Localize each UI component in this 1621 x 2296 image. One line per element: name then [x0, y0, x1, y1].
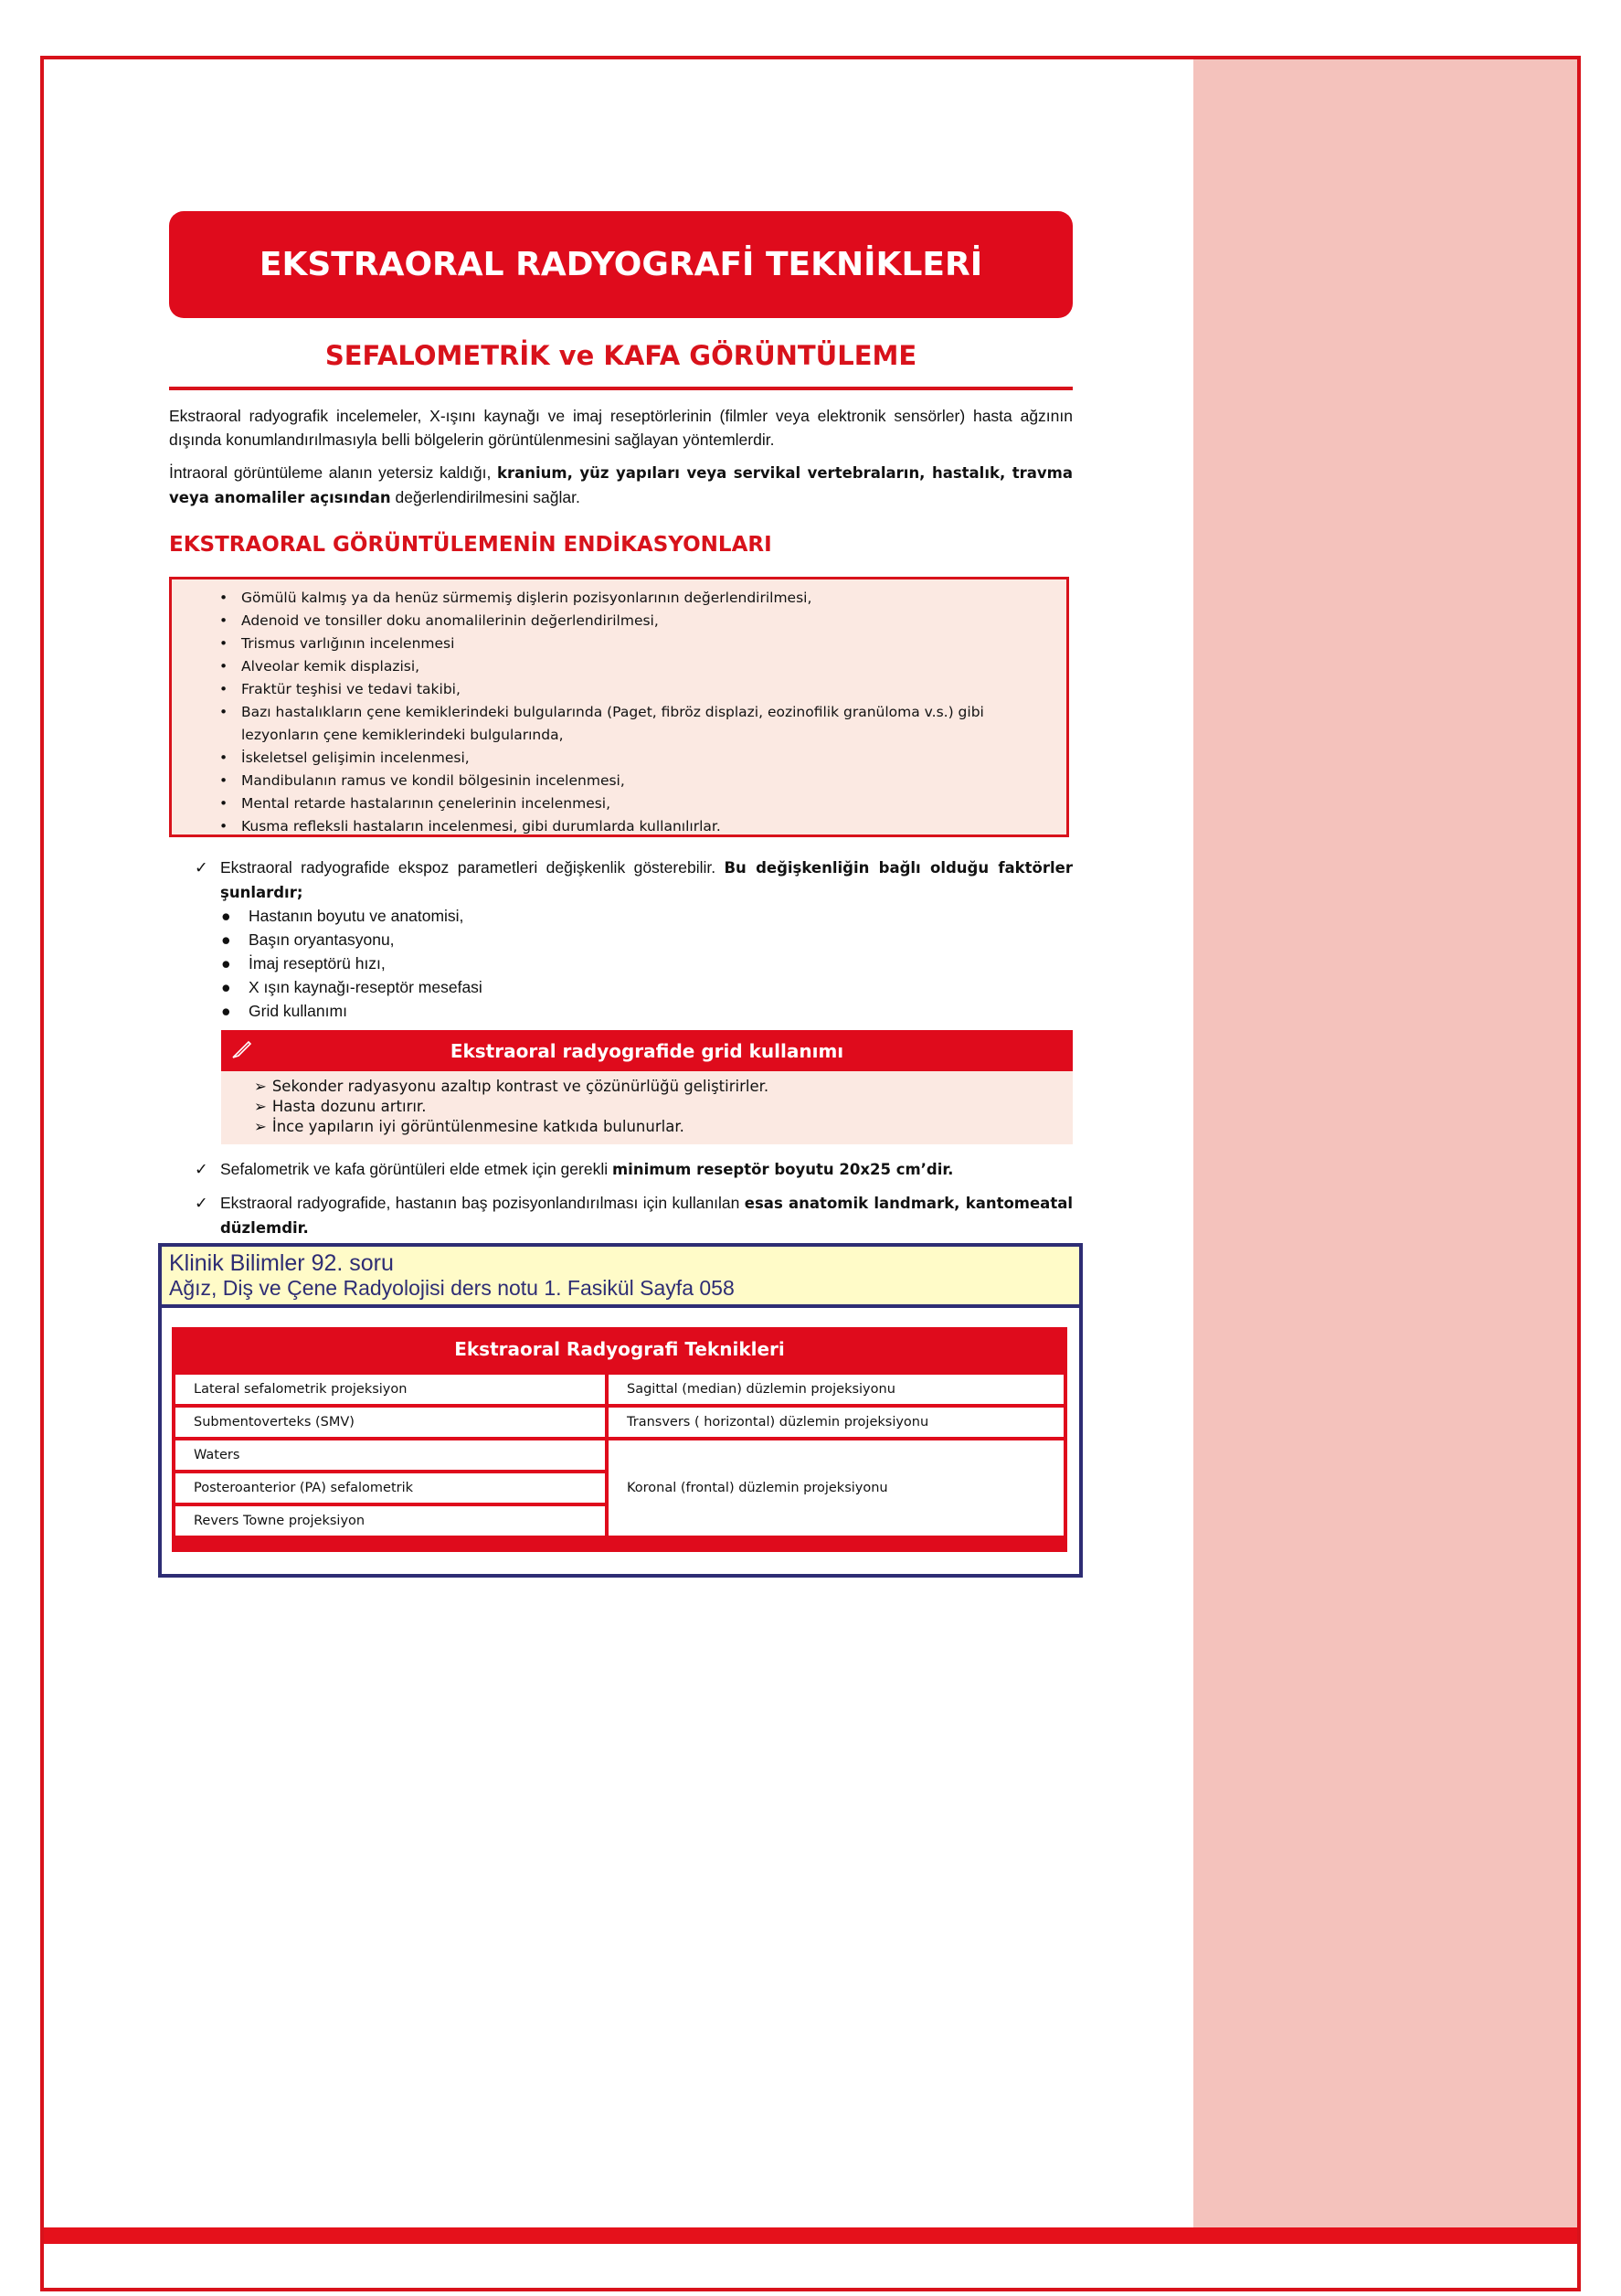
list-item: ➢ İnce yapıların iyi görüntülenmesine katkıda bulunurlar.: [254, 1118, 684, 1135]
bullet-icon: •: [219, 612, 228, 629]
landmark-note: ✓ Ekstraoral radyografide, hastanın baş pozisyonlandırılması için kullanılan esas anatomik landmark, kantomeatal düzlemdir.: [195, 1191, 1073, 1240]
bullet-icon: •: [219, 795, 228, 812]
list-item: • Adenoid ve tonsiller doku anomalilerinin değerlendirilmesi,: [219, 610, 1050, 632]
list-item: • İskeletsel gelişimin incelenmesi,: [219, 747, 1050, 770]
bullet-icon: •: [219, 681, 228, 697]
bullet-icon: •: [219, 818, 228, 834]
indications-heading: EKSTRAORAL GÖRÜNTÜLEMENİN ENDİKASYONLARI: [169, 533, 772, 557]
bullet-icon: ●: [221, 954, 231, 973]
bullet-icon: •: [219, 704, 228, 720]
reference-header: [162, 1247, 1079, 1308]
bullet-icon: ●: [221, 1002, 231, 1020]
exposure-note: ✓ Ekstraoral radyografide ekspoz parametleri değişkenlik gösterebilir. Bu değişkenliğin bağlı olduğu faktörler şunlardır;: [195, 856, 1073, 905]
indications-box: [169, 577, 1069, 837]
pencil-icon: [230, 1038, 254, 1068]
list-item: • Fraktür teşhisi ve tedavi takibi,: [219, 678, 1050, 701]
grid-usage-header: [221, 1030, 1073, 1071]
techniques-table-title: Ekstraoral Radyografi Teknikleri: [454, 1338, 785, 1360]
list-item: ➢ Hasta dozunu artırır.: [254, 1098, 427, 1115]
list-item: • Kusma refleksli hastaların incelenmesi, gibi durumlarda kullanılırlar.: [219, 815, 1050, 838]
table-cell: Lateral sefalometrik projeksiyon: [175, 1375, 605, 1404]
table-cell: Posteroanterior (PA) sefalometrik: [175, 1473, 605, 1503]
bullet-icon: •: [219, 658, 228, 675]
exposure-factor-list: [221, 904, 482, 1023]
bullet-icon: ●: [221, 907, 231, 925]
grid-usage-title: Ekstraoral radyografide grid kullanımı: [450, 1039, 844, 1062]
list-item: ● Başın oryantasyonu,: [221, 928, 482, 951]
checkmark-icon: ✓: [195, 1160, 208, 1178]
bottom-rule: [44, 2227, 1577, 2244]
list-item: ● İmaj reseptörü hızı,: [221, 951, 482, 975]
arrow-icon: ➢: [254, 1118, 267, 1135]
section-subtitle: SEFALOMETRİK ve KAFA GÖRÜNTÜLEME: [324, 340, 917, 371]
table-cell: Waters: [175, 1440, 605, 1470]
list-item: • Bazı hastalıkların çene kemiklerindeki bulgularında (Paget, fibröz displazi, eozinofilik granüloma v.s.) gibi lezyonların çene kemiklerindeki bulgularında,: [219, 701, 1050, 747]
bullet-icon: ●: [221, 930, 231, 949]
list-item: • Mandibulanın ramus ve kondil bölgesinin incelenmesi,: [219, 770, 1050, 792]
intro-paragraph-2: İntraoral görüntüleme alanın yetersiz kaldığı, kranium, yüz yapıları veya servikal vertebraların, hastalık, travma veya anomaliler açısından değerlendirilmesini sağlar.: [169, 463, 1073, 506]
bullet-icon: •: [219, 772, 228, 789]
bullet-icon: •: [219, 635, 228, 652]
table-cell: Submentoverteks (SMV): [175, 1408, 605, 1437]
techniques-table: [172, 1327, 1067, 1552]
grid-usage-list: [221, 1071, 1073, 1137]
list-item: ➢ Sekonder radyasyonu azaltıp kontrast ve çözünürlüğü geliştirirler.: [254, 1078, 769, 1095]
table-cell: Transvers ( horizontal) düzlemin projeksiyonu: [609, 1408, 1064, 1437]
list-item: • Mental retarde hastalarının çenelerinin incelenmesi,: [219, 792, 1050, 815]
list-item: ● Hastanın boyutu ve anatomisi,: [221, 904, 482, 928]
bullet-icon: •: [219, 749, 228, 766]
table-cell: Revers Towne projeksiyon: [175, 1506, 605, 1536]
bullet-icon: ●: [221, 978, 231, 996]
arrow-icon: ➢: [254, 1078, 267, 1095]
arrow-icon: ➢: [254, 1098, 267, 1115]
table-cell: Koronal (frontal) düzlemin projeksiyonu: [609, 1440, 1064, 1536]
subtitle-divider: [169, 387, 1073, 390]
checkmark-icon: ✓: [195, 1194, 208, 1212]
list-item: • Trismus varlığının incelenmesi: [219, 632, 1050, 655]
list-item: • Alveolar kemik displazisi,: [219, 655, 1050, 678]
receptor-size-note: ✓ Sefalometrik ve kafa görüntüleri elde etmek için gerekli minimum reseptör boyutu 20x25 cm’dir.: [195, 1157, 1073, 1182]
indications-list: [172, 579, 1066, 838]
list-item: • Gömülü kalmış ya da henüz sürmemiş dişlerin pozisyonlarının değerlendirilmesi,: [219, 587, 1050, 610]
reference-subtitle: Ağız, Diş ve Çene Radyolojisi ders notu 1. Fasikül Sayfa 058: [169, 1276, 735, 1300]
reference-title: Klinik Bilimler 92. soru: [169, 1250, 394, 1276]
reference-box: [158, 1243, 1083, 1578]
bullet-icon: •: [219, 590, 228, 606]
table-cell: Sagittal (median) düzlemin projeksiyonu: [609, 1375, 1064, 1404]
list-item: ● Grid kullanımı: [221, 999, 482, 1023]
list-item: ● X ışın kaynağı-reseptör mesefasi: [221, 975, 482, 999]
checkmark-icon: ✓: [195, 858, 208, 877]
page-title: EKSTRAORAL RADYOGRAFİ TEKNİKLERİ: [169, 211, 1073, 318]
intro-paragraph-1: Ekstraoral radyografik incelemeler, X-ışını kaynağı ve imaj reseptörlerinin (filmler veya elektronik sensörler) hasta ağzının dışında konumlandırılmasıyla belli bölgelerin görüntülenmesini sağlayan yöntemlerdir.: [169, 407, 1073, 449]
grid-usage-body: [221, 1071, 1073, 1144]
side-margin-band: [1193, 59, 1577, 2227]
